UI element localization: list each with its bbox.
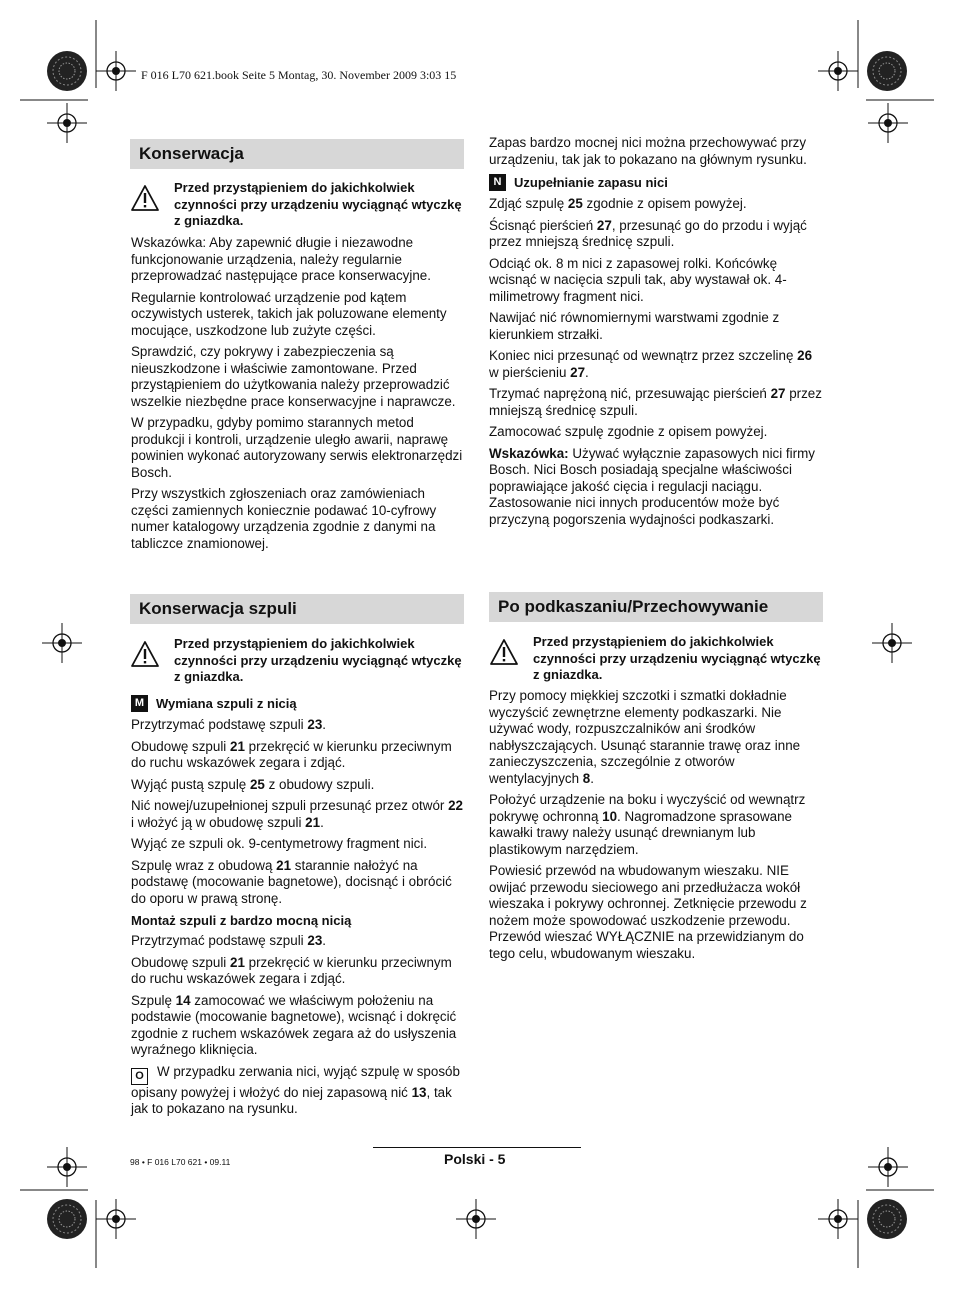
figure-badge: N [489, 174, 506, 191]
reference-number: 8 [582, 770, 591, 786]
text-run: Trzymać naprężoną nić, przesuwając pierścień [489, 386, 771, 401]
text-run: . [320, 814, 324, 830]
reference-number: 21 [305, 814, 321, 830]
text-run: Wyjąć ze szpuli ok. 9-centymetrowy fragment nici. [131, 836, 428, 851]
text-run: w pierścieniu [489, 364, 571, 380]
warning-text: Przed przystąpieniem do jakichkolwiek czynności przy urządzeniu wyciągnąć wtyczkę z gniazdka. [533, 634, 821, 682]
paragraph: Regularnie kontrolować urządzenie pod kątem oczywistych usterek, takich jak poluzowane elementy mocujące, uszkodzone lub zużyte części. [131, 289, 447, 338]
text-run: Koniec nici przesunąć od wewnątrz przez szczelinę [489, 348, 798, 363]
reference-number: 27 [570, 364, 586, 380]
text-run: . [322, 933, 327, 948]
reference-number: 21 [276, 857, 292, 873]
reference-number: 21 [230, 738, 245, 754]
book-header: F 016 L70 621.book Seite 5 Montag, 30. November 2009 3:03 15 [141, 68, 457, 82]
reference-number: 22 [448, 798, 463, 813]
warning-text: Przed przystąpieniem do jakichkolwiek czynności przy urządzeniu wyciągnąć wtyczkę z gniazdka. [174, 636, 462, 684]
section-title-storage: Po podkaszaniu/Przechowywanie [489, 592, 823, 622]
footer-code: 98 • F 016 L70 621 • 09.11 [130, 1157, 231, 1167]
text-run: Wyjąć pustą szpulę [131, 776, 250, 792]
text-run: starannie nałożyć na podstawę (mocowanie bagnetowe), docisnąć i obrócić do oporu w prawą stronę. [131, 857, 452, 906]
subsection-title: Montaż szpuli z bardzo mocną nicią [131, 913, 352, 928]
reference-number: 14 [175, 992, 191, 1008]
text-run: zamocować we właściwym położeniu na podstawie (mocowanie bagnetowe), wcisnąć i dokręcić zgodnie z ruchem wskazówek zegara aż do usłyszenia wyraźnego kliknięcia. [131, 992, 457, 1057]
text-run: z obudowy szpuli. [264, 776, 375, 792]
reference-number: 21 [230, 954, 245, 970]
paragraph: W przypadku, gdyby pomimo starannych metod produkcji i kontroli, urządzenie uległo awarii, naprawę powinien wykonać autoryzowany serwis elektronarzędzi Bosch. [131, 415, 463, 480]
text-run: Zamocować szpulę zgodnie z opisem powyżej. [489, 424, 768, 439]
text-run: przekręcić w kierunku przeciwnym do ruchu wskazówek zegara i zdjąć. [131, 954, 452, 986]
paragraph: Zapas bardzo mocnej nici można przechowywać przy urządzeniu, tak jak to pokazano na głównym rysunku. [489, 135, 807, 167]
note-text: Używać wyłącznie zapasowych nici firmy Bosch. Nici Bosch posiadają specjalne właściwości poprawiające jakość cięcia i regulacji naciągu. Zastosowanie nici innych producentów może być przyczyną pogorszenia wydajności podkaszarki. [489, 445, 815, 527]
reference-number: 23 [307, 933, 323, 948]
text-run: zgodnie z opisem powyżej. [582, 196, 747, 211]
paragraph: Przy wszystkich zgłoszeniach oraz zamówieniach części zamiennych koniecznie podawać 10-cyfrowy numer katalogowy urządzenia zgodnie z danymi na tabliczce znamionowej. [131, 486, 437, 551]
text-run: Położyć urządzenie na boku i wyczyścić od wewnątrz pokrywę ochronną [489, 792, 806, 824]
text-run: Przy pomocy miękkiej szczotki i szmatki dokładnie wyczyścić zewnętrzne elementy podkaszarki. Nie używać wody, rozpuszczalników ani środków nabłyszczających. Usunąć starannie trawę oraz inne zanieczyszczenia, szczególnie z otworów wentylacyjnych [489, 688, 801, 786]
paragraph: Sprawdzić, czy pokrywy i zabezpieczenia są nieuszkodzone i właściwie zamontowane. Przed przystąpieniem do użytkowania należy przeprowadzić wszelkie niezbędne prace konserwacyjne i naprawcze. [131, 344, 456, 409]
text-run: Przytrzymać podstawę szpuli [131, 933, 308, 948]
text-run: . [590, 770, 594, 786]
text-run: Szpulę wraz z obudową [131, 857, 277, 873]
reference-number: 23 [307, 717, 323, 732]
page-number: Polski - 5 [444, 1151, 506, 1167]
text-run: . [585, 364, 589, 380]
section-title-szpula: Konserwacja szpuli [130, 594, 464, 624]
text-run: Przytrzymać podstawę szpuli [131, 717, 308, 732]
text-run: Powiesić przewód na wbudowanym wieszaku. NIE owijać przewodu sieciowego ani przedłużacza wokół wieszaka i pokrywy ochronnej. Zetknięcie przewodu z nożem może spowodować uszkodzenie przewodu. Przewód wieszać WYŁĄCZNIE na przewidzianym do tego celu, wbudowanym wieszaku. [489, 863, 807, 961]
section-title-konserwacja: Konserwacja [130, 139, 464, 169]
text-run: . [322, 717, 327, 732]
text-run: Zdjąć szpulę [489, 196, 568, 211]
reference-number: 13 [411, 1084, 427, 1100]
figure-badge: O [131, 1068, 148, 1085]
text-run: Ścisnąć pierścień [489, 217, 597, 233]
text-run: przez mniejszą średnicę szpuli. [489, 386, 822, 418]
text-run: . Nagromadzone sprasowane kawałki trawy należy usunąć drewnianym lub plastikowym narzędziem. [489, 808, 792, 857]
text-run: , tak jak to pokazano na rysunku. [131, 1084, 452, 1116]
figure-badge: M [131, 695, 148, 712]
text-run: Nawijać nić równomiernymi warstwami zgodnie z kierunkiem strzałki. [489, 310, 780, 342]
reference-number: 25 [567, 196, 583, 211]
reference-number: 10 [602, 808, 618, 824]
text-run: , przesunąć go do przodu i wyjąć przez mniejszą średnicę szpuli. [489, 217, 807, 249]
text-run: Nić nowej/uzupełnionej szpuli przesunąć przez otwór [131, 798, 449, 813]
subsection-title: Wymiana szpuli z nicią [156, 696, 297, 711]
text-run: Szpulę [131, 992, 176, 1008]
subsection-title: Uzupełnianie zapasu nici [514, 175, 668, 190]
reference-number: 25 [249, 776, 265, 792]
text-run: Obudowę szpuli [131, 738, 230, 754]
paragraph: Wskazówka: Aby zapewnić długie i niezawodne funkcjonowanie urządzenia, należy regularnie przeprowadzać następujące prace konserwacyjne. [131, 235, 431, 283]
warning-text: Przed przystąpieniem do jakichkolwiek czynności przy urządzeniu wyciągnąć wtyczkę z gniazdka. [174, 180, 462, 228]
text-run: Odciąć ok. 8 m nici z zapasowej rolki. Końcówkę wcisnąć w nacięcia szpuli tak, aby wystawał ok. 4-milimetrowy fragment nici. [489, 255, 787, 304]
text-run: W przypadku zerwania nici, wyjąć szpulę w sposób opisany powyżej i włożyć do niej zapasową nić [131, 1063, 460, 1100]
text-run: Obudowę szpuli [131, 954, 230, 970]
text-run: i włożyć ją w obudowę szpuli [131, 814, 306, 830]
reference-number: 26 [797, 348, 813, 363]
reference-number: 27 [770, 386, 786, 401]
text-run: przekręcić w kierunku przeciwnym do ruchu wskazówek zegara i zdjąć. [131, 738, 452, 770]
reference-number: 27 [596, 217, 612, 233]
note-label: Wskazówka: [489, 445, 569, 461]
